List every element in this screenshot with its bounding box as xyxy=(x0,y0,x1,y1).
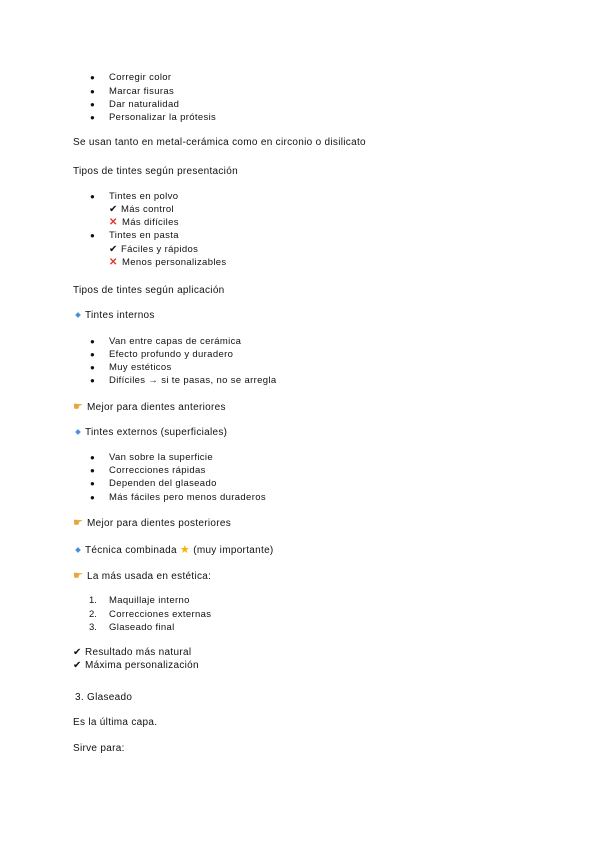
list-item: Van entre capas de cerámica xyxy=(109,336,242,347)
pointing-hand-icon: ☛ xyxy=(73,401,84,413)
note-text: Mejor para dientes anteriores xyxy=(87,402,226,413)
bullet-icon: ● xyxy=(90,466,95,475)
bullet-icon: ● xyxy=(90,453,95,462)
heading-aplicacion: Tipos de tintes según aplicación xyxy=(73,285,225,296)
note-internos xyxy=(73,401,226,414)
resultado-text: Máxima personalización xyxy=(85,660,199,671)
check-mark-icon: ✔ xyxy=(109,244,118,255)
section-title-suffix: (muy importante) xyxy=(193,545,274,556)
check-mark-icon: ✔ xyxy=(73,660,82,671)
list-item: Dependen del glaseado xyxy=(109,478,217,489)
red-cross-icon: ✕ xyxy=(109,217,118,228)
bullet-icon: ● xyxy=(90,100,95,109)
resultado-line xyxy=(73,660,199,672)
section-title-internos xyxy=(73,310,155,322)
mas-usada-line xyxy=(73,570,211,583)
note-externos xyxy=(73,517,231,530)
pointing-hand-icon: ☛ xyxy=(73,517,84,529)
paragraph-sirve-para: Sirve para: xyxy=(73,743,125,754)
section-title-text: Técnica combinada xyxy=(85,545,177,556)
check-mark-icon: ✔ xyxy=(73,647,82,658)
list-item: Dar naturalidad xyxy=(109,99,180,110)
bullet-icon: ● xyxy=(90,337,95,346)
bullet-icon: ● xyxy=(90,192,95,201)
con-text: Más difíciles xyxy=(122,217,179,228)
list-item: Efecto profundo y duradero xyxy=(109,349,234,360)
section-title-combinada xyxy=(73,544,274,557)
list-number: 2. xyxy=(89,609,97,620)
pro-line xyxy=(109,244,198,256)
bullet-icon: ● xyxy=(90,363,95,372)
bullet-icon: ● xyxy=(90,479,95,488)
note-text: Mejor para dientes posteriores xyxy=(87,518,232,529)
red-cross-icon: ✕ xyxy=(109,257,118,268)
bullet-icon: ● xyxy=(90,73,95,82)
list-number: 3. xyxy=(89,622,97,633)
ordered-item: Maquillaje interno xyxy=(109,595,190,606)
ordered-item: Glaseado final xyxy=(109,622,175,633)
ordered-item: Correcciones externas xyxy=(109,609,212,620)
bullet-icon: ● xyxy=(90,350,95,359)
list-item: Difíciles → si te pasas, no se arregla xyxy=(109,375,277,386)
list-item: Marcar fisuras xyxy=(109,86,175,97)
pointing-hand-icon: ☛ xyxy=(73,570,84,582)
section-title-text: Tintes internos xyxy=(85,310,155,321)
bullet-icon: ● xyxy=(90,493,95,502)
list-item: Tintes en pasta xyxy=(109,230,179,241)
section-title-text: Tintes externos (superficiales) xyxy=(85,427,228,438)
paragraph-uso: Se usan tanto en metal-cerámica como en circonio o disilicato xyxy=(73,137,366,148)
list-item: Van sobre la superficie xyxy=(109,452,213,463)
bullet-icon: ● xyxy=(90,87,95,96)
bullet-icon: ● xyxy=(90,231,95,240)
con-line xyxy=(109,257,227,269)
check-mark-icon: ✔ xyxy=(109,204,118,215)
list-number: 1. xyxy=(89,595,97,606)
list-item: Muy estéticos xyxy=(109,362,172,373)
blue-diamond-icon xyxy=(75,312,81,318)
list-item: Corregir color xyxy=(109,72,172,83)
list-item: Correcciones rápidas xyxy=(109,465,206,476)
resultado-text: Resultado más natural xyxy=(85,647,192,658)
pro-text: Fáciles y rápidos xyxy=(121,244,199,255)
bullet-icon: ● xyxy=(90,376,95,385)
pro-line xyxy=(109,204,174,216)
con-text: Menos personalizables xyxy=(122,257,227,268)
bullet-icon: ● xyxy=(90,113,95,122)
list-item: Tintes en polvo xyxy=(109,191,179,202)
pro-text: Más control xyxy=(121,204,174,215)
resultado-line xyxy=(73,647,191,659)
heading-presentacion: Tipos de tintes según presentación xyxy=(73,166,238,177)
blue-diamond-icon xyxy=(75,429,81,435)
star-icon: ★ xyxy=(179,544,191,556)
section-heading-glaseado: 3. Glaseado xyxy=(75,692,133,703)
list-item: Personalizar la prótesis xyxy=(109,112,217,123)
paragraph-ultima-capa: Es la última capa. xyxy=(73,717,158,728)
con-line xyxy=(109,217,179,229)
list-item: Más fáciles pero menos duraderos xyxy=(109,492,266,503)
mas-usada-text: La más usada en estética: xyxy=(87,571,212,582)
blue-diamond-icon xyxy=(75,547,81,553)
section-title-externos xyxy=(73,427,227,439)
